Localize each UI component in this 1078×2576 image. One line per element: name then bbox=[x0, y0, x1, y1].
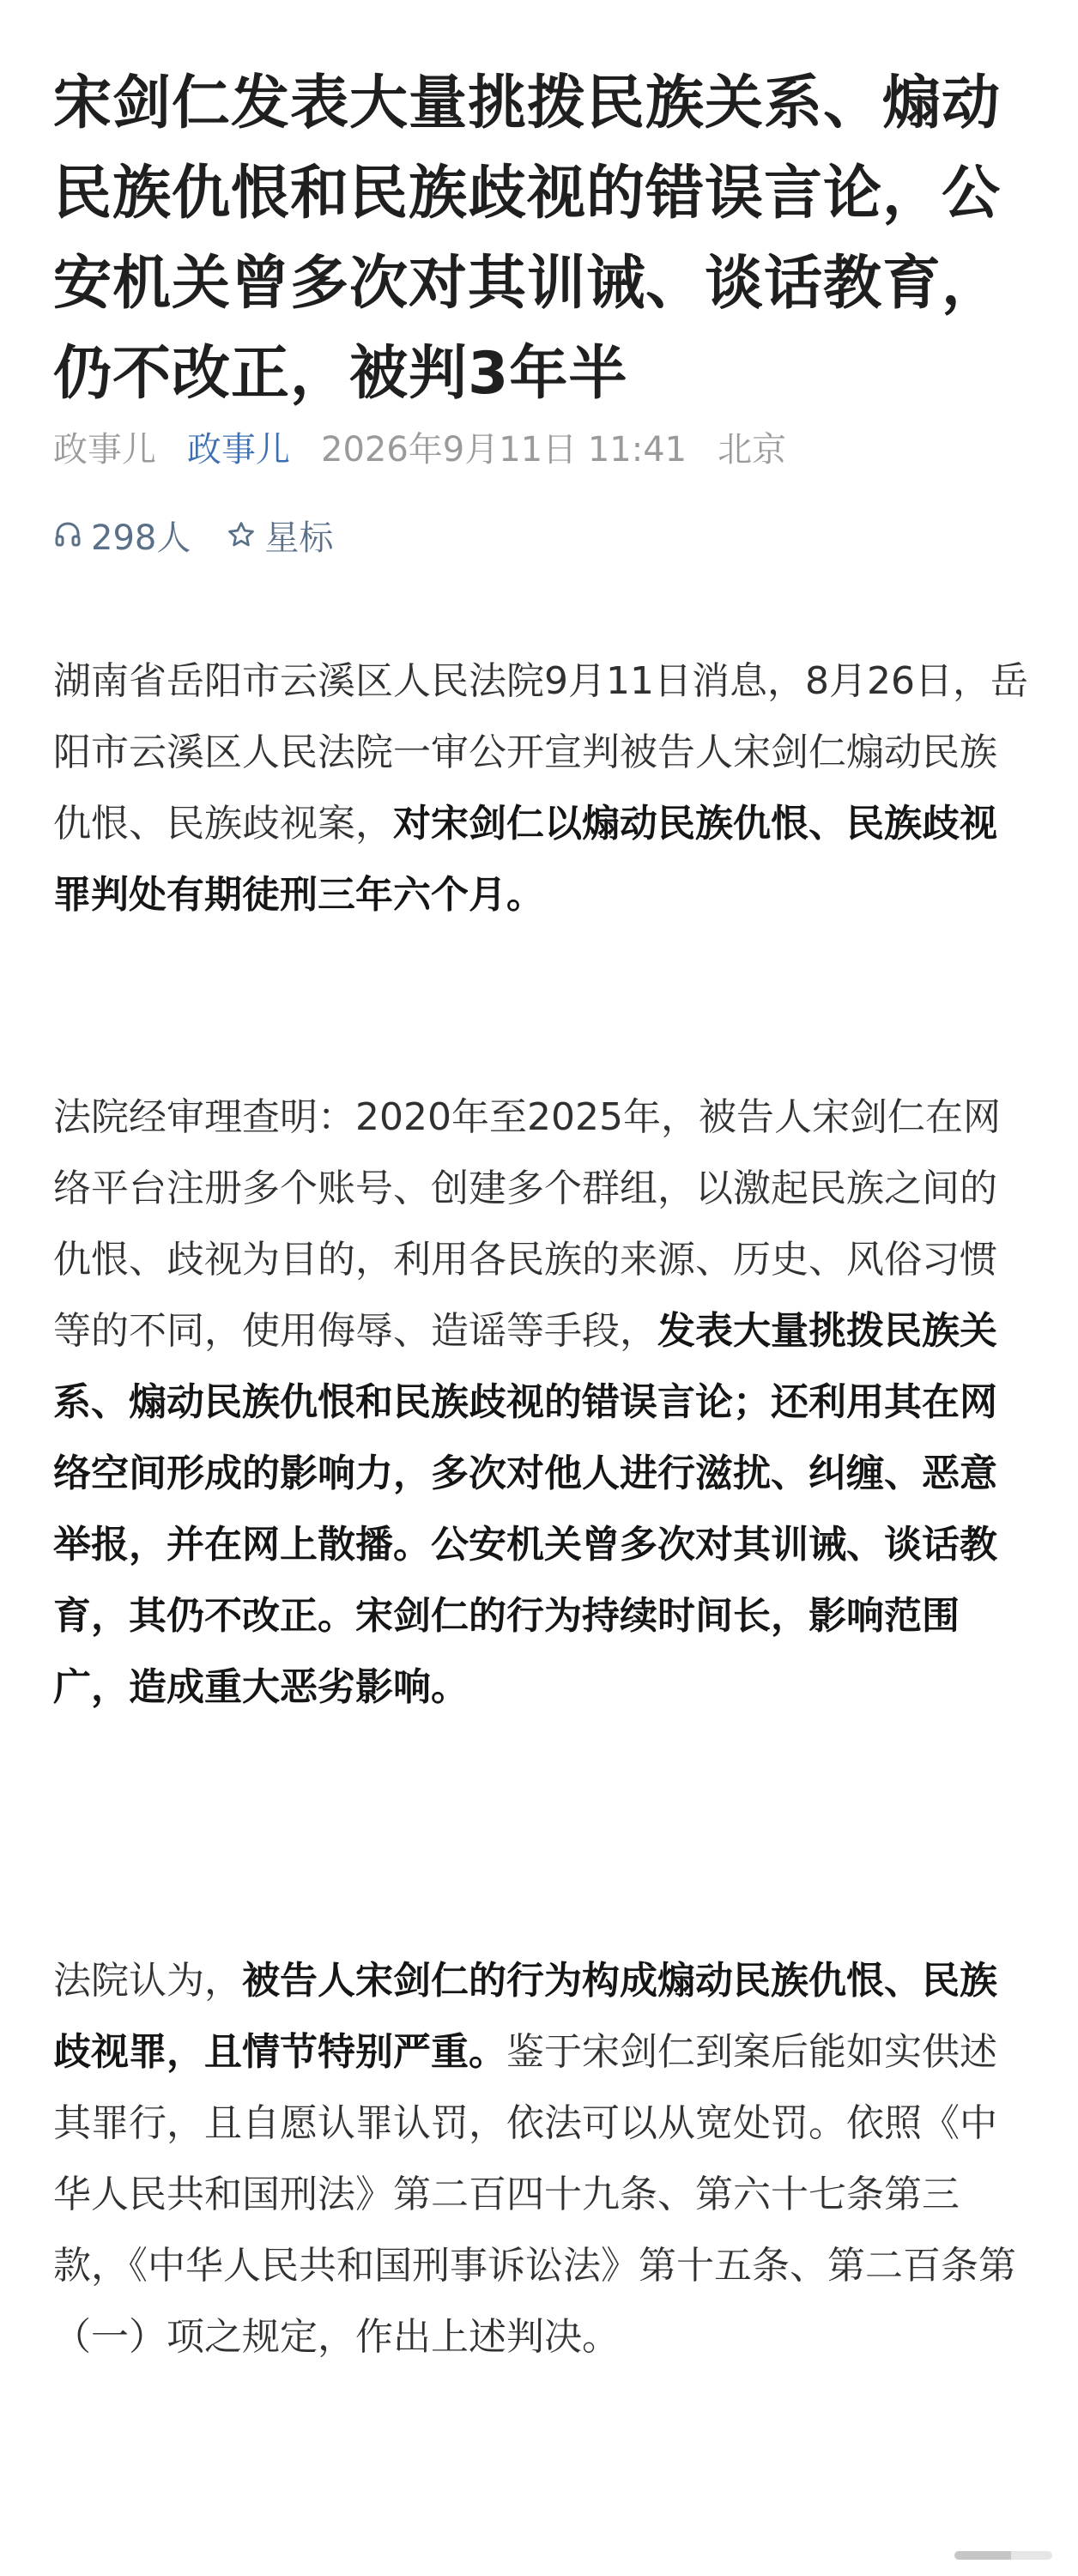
listener-count-label: 298人 bbox=[91, 518, 191, 558]
scroll-indicator-fill bbox=[954, 2551, 1011, 2560]
paragraph-2-highlight: 发表大量挑拨民族关系、煽动民族仇恨和民族歧视的错误言论；还利用其在网络空间形成的影响力，多次对他人进行滋扰、纠缠、恶意举报，并在网上散播。公安机关曾多次对其训诫、谈话教育，其仍不改正。宋剑仁的行为持续时间长，影响范围广，造成重大恶劣影响。 bbox=[53, 1309, 997, 1709]
star-label: 星标 bbox=[264, 518, 334, 558]
paragraph-3-text: 鉴于宋剑仁到案后能如实供述其罪行，且自愿认罪认罚，依法可以从宽处罚。依照《中华人民共和国刑法》第二百四十九条、第六十七条第三款，《中华人民共和国刑事诉讼法》第十五条、第二百条第（一）项之规定，作出上述判决。 bbox=[53, 2030, 1016, 2359]
paragraph-2-text: 法院经审理查明：2020年至2025年，被告人宋剑仁在网络平台注册多个账号、创建多个群组，以激起民族之间的仇恨、歧视为目的，利用各民族的来源、历史、风俗习惯等的不同，使用侮辱、造谣等手段， bbox=[53, 1095, 1001, 1353]
source-label: 政事儿 bbox=[53, 429, 156, 470]
star-button[interactable] bbox=[227, 511, 333, 560]
author-link[interactable]: 政事儿 bbox=[187, 429, 290, 470]
scroll-indicator bbox=[954, 2551, 1052, 2560]
article-meta bbox=[53, 421, 1032, 472]
article-stats bbox=[53, 508, 333, 561]
article-title: 宋剑仁发表大量挑拨民族关系、煽动民族仇恨和民族歧视的错误言论，公安机关曾多次对其训诫、谈话教育，仍不改正，被判3年半 bbox=[53, 70, 1002, 408]
paragraph-1-highlight: 对宋剑仁以煽动民族仇恨、民族歧视罪判处有期徒刑三年六个月。 bbox=[53, 802, 997, 917]
listener-count bbox=[53, 511, 191, 560]
article-paragraph-1 bbox=[53, 646, 1032, 930]
publish-date: 2026年9月11日 11:41 bbox=[321, 429, 687, 470]
star-icon bbox=[227, 520, 256, 549]
paragraph-3-intro: 法院认为， bbox=[53, 1959, 242, 2003]
headphones-icon bbox=[53, 520, 82, 549]
article-paragraph-2 bbox=[53, 1082, 1032, 1723]
paragraph-3-highlight: 被告人宋剑仁的行为构成煽动民族仇恨、民族歧视罪，且情节特别严重。 bbox=[53, 1959, 997, 2074]
publish-location: 北京 bbox=[718, 429, 787, 470]
paragraph-1-text: 湖南省岳阳市云溪区人民法院9月11日消息，8月26日，岳阳市云溪区人民法院一审公开宣判被告人宋剑仁煽动民族仇恨、民族歧视案， bbox=[53, 659, 1028, 846]
article-paragraph-3 bbox=[53, 1945, 1032, 2373]
